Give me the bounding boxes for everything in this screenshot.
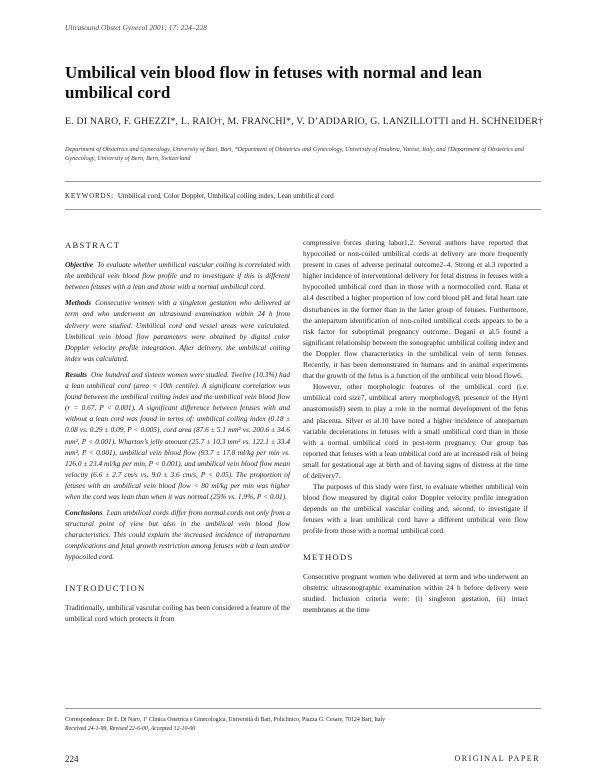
article-title: Umbilical vein blood flow in fetuses with normal and lean umbilical cord bbox=[65, 63, 483, 102]
abstract-results bbox=[65, 369, 290, 502]
methods-paragraph-1: Consecutive pregnant women who delivered at term and who underwent an obstetric ultrasonographic examination within 24 h before delivery were studied. Inclusion criteria were: (i) singleton gestation, (ii) intact membranes at the time bbox=[303, 571, 528, 614]
results-text: One hundred and sixteen women were studied. Twelve (10.3%) had a lean umbilical cord (area < 10th centile). A significant correlation was found between the umbilical coiling index and the umbilical vein blood flow (r = 0.67, P < 0.001). A significant difference between fetuses with and without a lean cord was found in terms of: umbilical coiling index (0.18 ± 0.08 vs. 0.29 ± 0.09, P < 0.005), cord area (87.6 ± 5.1 mm² vs. 200.6 ± 34.6 mm², P < 0.001), Wharton’s jelly amount (25.7 ± 10.3 mm² vs. 122.1 ± 33.4 mm², P < 0.001), umbilical vein blood flow (93.7 ± 17.8 ml/kg per min vs. 126.0 ± 23.4 ml/kg per min, P < 0.001), and umbilical vein blood flow mean velocity (6.6 ± 2.7 cm/s vs. 9.0 ± 3.6 cm/s, P < 0.05). The proportion of fetuses with an umbilical vein blood flow < 80 ml/kg per min was higher when the cord was lean than when it was normal (25% vs. 1.9%, P < 0.01). bbox=[65, 369, 290, 501]
received-dates: Received 24-1-99, Revised 22-6-00, Accepted 12-10-00 bbox=[65, 726, 196, 732]
abstract-body bbox=[65, 259, 290, 562]
abstract-heading: ABSTRACT bbox=[65, 240, 121, 250]
abstract-methods bbox=[65, 297, 290, 364]
objective-text: To evaluate whether umbilical vascular coiling is correlated with the umbilical vein blood flow profile and to investigate if this is different between fetuses with a lean and those with a normal umbilical cord. bbox=[65, 260, 290, 292]
keywords-text: Umbilical cord, Color Doppler, Umbilical coiling index, Lean umbilical cord bbox=[117, 192, 334, 200]
introduction-paragraph-1-continued: compressive forces during labor1,2. Several authors have reported that hypocoiled or non-coiled umbilical cords at delivery are more frequently present in cases of adverse perinatal outcome2–4. Strong et al.3 reported a higher incidence of interventional delivery for fetal distress in fetuses with a hypocoiled umbilical cord than in those with a normocoiled cord. Rana et al.4 described a higher proportion of low cord blood pH and fetal heart rate disturbances in the former than in the latter group of fetuses. Furthermore, the antepartum identification of non-coiled umbilical cords appears to be a risk factor for suboptimal pregnancy outcome. Degani et al.5 found a significant relationship between the sonographic umbilical coiling index and the Doppler flow characteristics in the umbilical vein of term fetuses. Recently, it has been demonstrated in humans and in animal experiments that the growth of the fetus is a function of the umbilical vein blood flow6. bbox=[303, 238, 528, 381]
section-spacer bbox=[303, 537, 528, 549]
footer-note bbox=[65, 716, 545, 734]
author-list: E. DI NARO, F. GHEZZI*, L. RAIO†, M. FRANCHI*, V. D’ADDARIO, G. LANZILLOTTI and H. SCHNEIDER† bbox=[65, 116, 544, 127]
abstract-objective bbox=[65, 259, 290, 292]
introduction-start bbox=[65, 602, 290, 624]
conclusions-text: Lean umbilical cords differ from normal cords not only from a structural point of view but also in the umbilical vein blood flow characteristics. This could explain the increased incidence of intrapartum complications and fetal growth restriction among fetuses with a lean and/or hypocoiled cord. bbox=[65, 508, 290, 562]
objective-label: Objective bbox=[65, 260, 94, 270]
footer-rule bbox=[65, 708, 541, 709]
introduction-paragraph-1-start: Traditionally, umbilical vascular coiling has been considered a feature of the umbilical cord which protects it from bbox=[65, 602, 290, 623]
methods-text: Consecutive women with a singleton gestation who delivered at term and who underwent an ultrasound examination within 24 h from delivery were studied. Umbilical cord and vessel areas were calculated. Umbilical vein blood flow parameters were obtained by digital color Doppler velocity profile integration. After delivery, the umbilical coiling index was calculated. bbox=[65, 298, 290, 363]
paper-type-label: ORIGINAL PAPER bbox=[454, 754, 540, 763]
results-label: Results bbox=[65, 369, 88, 379]
right-column bbox=[303, 237, 528, 615]
methods-heading: METHODS bbox=[303, 551, 354, 562]
introduction-paragraph-2: However, other morphologic features of the umbilical cord (i.e. umbilical cord size7, umbilical artery morphology8, presence of the Hyrtl anastomosis9) seem to play a role in the normal development of the fetus and placenta. Silver et al.10 have noted a higher incidence of antepartum variable decelerations in fetuses with a small umbilical cord than in those with a normal umbilical cord in post-term pregnancy. Our group has reported that fetuses with a lean umbilical cord are at increased risk of being small for gestational age at birth and of having signs of distress at the time of delivery7. bbox=[303, 382, 528, 480]
correspondence-line: Correspondence: Dr E. Di Naro, 1ª Clinica Ostetrica e Ginecologica, Università di Bari, Policlinico, Piazza G. Cesare, 70124 Bari, Italy bbox=[65, 717, 386, 723]
page-number: 224 bbox=[65, 754, 79, 764]
introduction-heading: INTRODUCTION bbox=[65, 582, 146, 593]
keywords-bottom-rule bbox=[65, 209, 541, 210]
journal-reference: Ultrasound Obstet Gynecol 2001; 17: 224–228 bbox=[65, 23, 207, 32]
keywords-line bbox=[65, 191, 541, 201]
methods-label: Methods bbox=[65, 298, 92, 308]
section-spacer bbox=[65, 568, 290, 580]
conclusions-label: Conclusions bbox=[65, 508, 103, 518]
left-column bbox=[65, 237, 290, 624]
affiliations: Department of Obstetrics and Gynecology, University of Bari, Bari, *Department of Obstetrics and Gynecology, University of Insubria, Varese, Italy, and †Department of Obstetrics and Gynecology, University of Bern, Bern, Switzerland bbox=[65, 146, 524, 162]
abstract-conclusions bbox=[65, 507, 290, 562]
introduction-paragraph-3: The purposes of this study were first, to evaluate whether umbilical vein blood flow measured by digital color Doppler velocity profile integration depends on the umbilical vascular coiling and, second, to investigate if fetuses with a lean umbilical cord have a different umbilical vein flow profile from those with a normal umbilical cord. bbox=[303, 482, 528, 536]
keywords-top-rule bbox=[65, 181, 541, 182]
keywords-label: KEYWORDS: bbox=[65, 192, 114, 200]
